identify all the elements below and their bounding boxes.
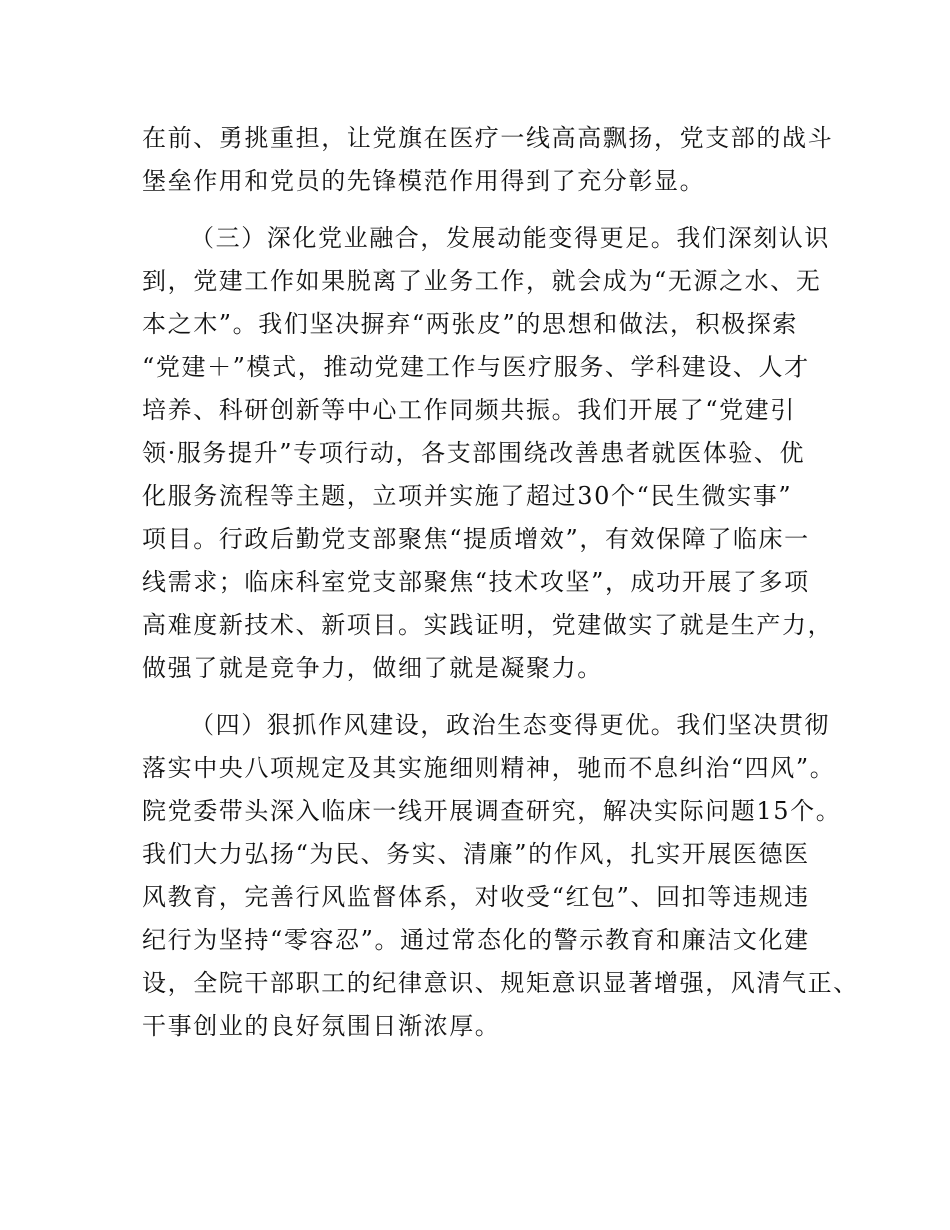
paragraph-3-line-7: 设，全院干部职工的纪律意识、规矩意识显著增强，风清气正、 bbox=[142, 969, 859, 997]
paragraph-2-line-10: 高难度新技术、新项目。实践证明，党建做实了就是生产力， bbox=[142, 611, 834, 639]
paragraph-1-line-2: 堡垒作用和党员的先锋模范作用得到了充分彰显。 bbox=[142, 167, 706, 195]
paragraph-3-line-1: （四）狠抓作风建设，政治生态变得更优。我们坚决贯彻 bbox=[190, 711, 830, 739]
paragraph-2-line-7: 化服务流程等主题，立项并实施了超过30个“民生微实事” bbox=[142, 482, 793, 510]
paragraph-2-line-4: “党建＋”模式，推动党建工作与医疗服务、学科建设、人才 bbox=[142, 353, 810, 381]
paragraph-2-line-8: 项目。行政后勤党支部聚焦“提质增效”，有效保障了临床一 bbox=[142, 525, 810, 553]
paragraph-2-line-2: 到，党建工作如果脱离了业务工作，就会成为“无源之水、无 bbox=[142, 267, 822, 295]
paragraph-3-line-3: 院党委带头深入临床一线开展调查研究，解决实际问题15个。 bbox=[142, 797, 842, 825]
paragraph-1-line-1: 在前、勇挑重担，让党旗在医疗一线高高飘扬，党支部的战斗 bbox=[142, 124, 834, 152]
paragraph-2-line-3: 本之木”。我们坚决摒弃“两张皮”的思想和做法，积极探索 bbox=[142, 310, 799, 338]
paragraph-2-line-11: 做强了就是竞争力，做细了就是凝聚力。 bbox=[142, 654, 603, 682]
paragraph-3-line-2: 落实中央八项规定及其实施细则精神，驰而不息纠治“四风”。 bbox=[142, 754, 836, 782]
paragraph-3-line-5: 风教育，完善行风监督体系，对收受“红包”、回扣等违规违 bbox=[142, 883, 810, 911]
paragraph-2-line-5: 培养、科研创新等中心工作同频共振。我们开展了“党建引 bbox=[142, 396, 796, 424]
paragraph-2-line-9: 线需求；临床科室党支部聚焦“技术攻坚”，成功开展了多项 bbox=[142, 568, 810, 596]
paragraph-3-line-8: 干事创业的良好氛围日渐浓厚。 bbox=[142, 1012, 501, 1040]
paragraph-2-line-1: （三）深化党业融合，发展动能变得更足。我们深刻认识 bbox=[190, 224, 830, 252]
paragraph-2-line-6: 领·服务提升”专项行动，各支部围绕改善患者就医体验、优 bbox=[142, 439, 806, 467]
paragraph-3-line-4: 我们大力弘扬“为民、务实、清廉”的作风，扎实开展医德医 bbox=[142, 840, 810, 868]
paragraph-3-line-6: 纪行为坚持“零容忍”。通过常态化的警示教育和廉洁文化建 bbox=[142, 926, 810, 954]
